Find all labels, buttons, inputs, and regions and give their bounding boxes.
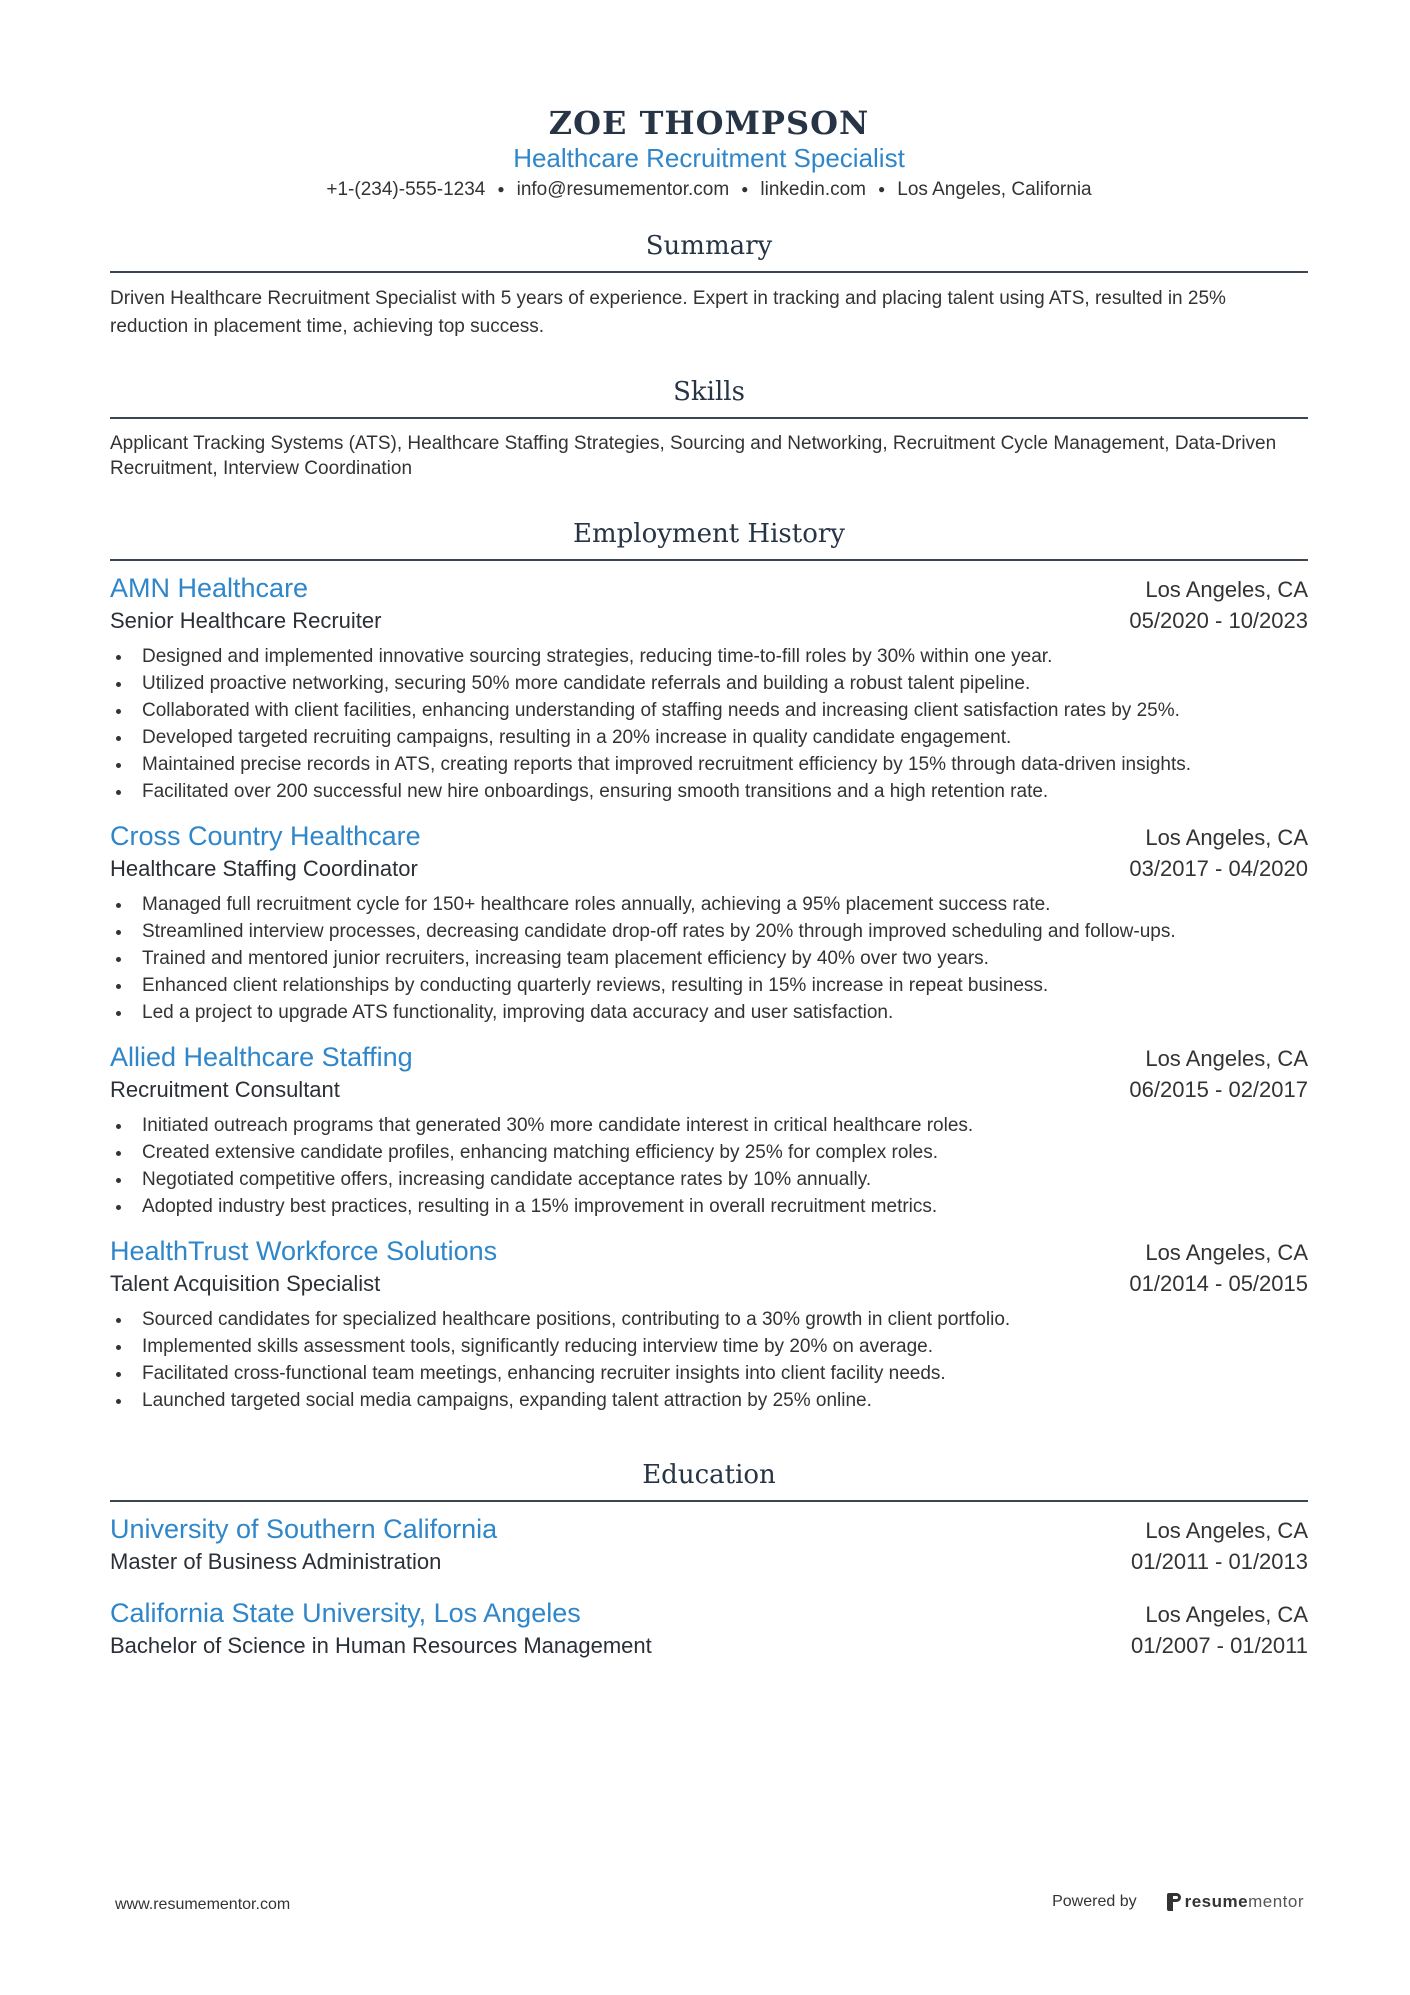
job-bullet: Developed targeted recruiting campaigns, resulting in a 20% increase in quality candidate engagement. [110, 724, 1308, 751]
job-bullet: Created extensive candidate profiles, enhancing matching efficiency by 25% for complex roles. [110, 1139, 1308, 1166]
summary-section [110, 229, 1308, 341]
education-entry [110, 1512, 1308, 1578]
job-dates: 05/2020 - 10/2023 [1129, 608, 1308, 633]
job-role: Talent Acquisition Specialist [110, 1271, 381, 1296]
job-bullet: Utilized proactive networking, securing 50% more candidate referrals and building a robust talent pipeline. [110, 670, 1308, 697]
job-dates: 03/2017 - 04/2020 [1129, 856, 1308, 881]
employment-section [110, 517, 1308, 1414]
skills-section [110, 375, 1308, 481]
job-bullet: Trained and mentored junior recruiters, increasing team placement efficiency by 40% over two years. [110, 945, 1308, 972]
contact-linkedin[interactable]: linkedin.com [760, 179, 867, 200]
contact-line [110, 176, 1308, 203]
job-bullet: Initiated outreach programs that generated 30% more candidate interest in critical healthcare roles. [110, 1112, 1308, 1139]
job-bullet: Enhanced client relationships by conducting quarterly reviews, resulting in 15% increase in repeat business. [110, 972, 1308, 999]
job-dates: 06/2015 - 02/2017 [1129, 1077, 1308, 1102]
job-location: Los Angeles, CA [1145, 1046, 1308, 1071]
job-bullets [110, 1112, 1308, 1220]
job-bullet: Collaborated with client facilities, enhancing understanding of staffing needs and increasing client satisfaction rates by 25%. [110, 697, 1308, 724]
resume-header [110, 104, 1308, 203]
job-role: Senior Healthcare Recruiter [110, 608, 382, 633]
footer-branding [1052, 1892, 1304, 1912]
candidate-name: ZOE THOMPSON [548, 104, 870, 142]
job-company: Cross Country Healthcare [110, 821, 421, 851]
job-entry [110, 1040, 1308, 1220]
job-bullet: Implemented skills assessment tools, significantly reducing interview time by 20% on average. [110, 1333, 1308, 1360]
resumementor-logo-icon [1167, 1893, 1181, 1911]
job-role: Healthcare Staffing Coordinator [110, 856, 418, 881]
job-location: Los Angeles, CA [1145, 577, 1308, 602]
job-location: Los Angeles, CA [1145, 825, 1308, 850]
footer-website[interactable]: www.resumementor.com [115, 1896, 291, 1913]
education-location: Los Angeles, CA [1145, 1518, 1308, 1543]
section-divider [110, 559, 1308, 561]
job-bullets [110, 1306, 1308, 1414]
education-section [110, 1458, 1308, 1662]
education-degree: Bachelor of Science in Human Resources Management [110, 1633, 652, 1658]
job-bullet: Sourced candidates for specialized healthcare positions, contributing to a 30% growth in client portfolio. [110, 1306, 1308, 1333]
education-dates: 01/2011 - 01/2013 [1131, 1549, 1308, 1574]
job-bullet: Adopted industry best practices, resulting in a 15% improvement in overall recruitment metrics. [110, 1193, 1308, 1220]
section-heading-employment: Employment History [573, 519, 845, 549]
job-bullet: Streamlined interview processes, decreasing candidate drop-off rates by 20% through improved scheduling and follow-ups. [110, 918, 1308, 945]
section-divider [110, 417, 1308, 419]
job-entry [110, 819, 1308, 1026]
education-location: Los Angeles, CA [1145, 1602, 1308, 1627]
job-bullet: Launched targeted social media campaigns, expanding talent attraction by 25% online. [110, 1387, 1308, 1414]
job-bullet: Managed full recruitment cycle for 150+ healthcare roles annually, achieving a 95% placement success rate. [110, 891, 1308, 918]
education-school: University of Southern California [110, 1514, 498, 1544]
contact-phone: +1-(234)-555-1234 [326, 179, 486, 200]
skills-text: Applicant Tracking Systems (ATS), Healthcare Staffing Strategies, Sourcing and Networking, Recruitment Cycle Management, Data-Driven Recruitment, Interview Coordination [110, 433, 1277, 479]
job-company: HealthTrust Workforce Solutions [110, 1236, 498, 1266]
job-bullet: Designed and implemented innovative sourcing strategies, reducing time-to-fill roles by 30% within one year. [110, 643, 1308, 670]
contact-location: Los Angeles, California [897, 179, 1092, 200]
brand-light: mentor [1248, 1892, 1304, 1911]
job-company: Allied Healthcare Staffing [110, 1042, 413, 1072]
education-degree: Master of Business Administration [110, 1549, 442, 1574]
job-bullet: Led a project to upgrade ATS functionality, improving data accuracy and user satisfaction. [110, 999, 1308, 1026]
job-entry [110, 1234, 1308, 1414]
section-divider [110, 271, 1308, 273]
education-school: California State University, Los Angeles [110, 1598, 581, 1628]
job-bullet: Facilitated over 200 successful new hire onboardings, ensuring smooth transitions and a high retention rate. [110, 778, 1308, 805]
job-location: Los Angeles, CA [1145, 1240, 1308, 1265]
job-bullet: Facilitated cross-functional team meetings, enhancing recruiter insights into client facility needs. [110, 1360, 1308, 1387]
job-company: AMN Healthcare [110, 573, 309, 603]
bullet-separator: ● [497, 182, 505, 196]
job-dates: 01/2014 - 05/2015 [1129, 1271, 1308, 1296]
brand-wordmark[interactable] [1185, 1892, 1304, 1912]
candidate-title: Healthcare Recruitment Specialist [513, 143, 905, 173]
section-divider [110, 1500, 1308, 1502]
job-bullet: Maintained precise records in ATS, creating reports that improved recruitment efficiency by 15% through data-driven insights. [110, 751, 1308, 778]
resume-page [110, 0, 1308, 1662]
job-bullet: Negotiated competitive offers, increasing candidate acceptance rates by 10% annually. [110, 1166, 1308, 1193]
section-heading-skills: Skills [673, 377, 745, 407]
bullet-separator: ● [878, 182, 886, 196]
education-dates: 01/2007 - 01/2011 [1131, 1633, 1308, 1658]
summary-text: Driven Healthcare Recruitment Specialist with 5 years of experience. Expert in tracking and placing talent using ATS, resulted in 25% reduction in placement time, achieving top success. [110, 288, 1226, 337]
education-entry [110, 1596, 1308, 1662]
section-heading-education: Education [642, 1460, 776, 1490]
job-entry [110, 571, 1308, 805]
powered-by-label: Powered by [1052, 1893, 1137, 1910]
bullet-separator: ● [741, 182, 749, 196]
job-bullets [110, 643, 1308, 805]
job-bullets [110, 891, 1308, 1026]
brand-bold: resume [1184, 1892, 1249, 1911]
section-heading-summary: Summary [645, 231, 773, 261]
contact-email[interactable]: info@resumementor.com [516, 179, 730, 200]
job-role: Recruitment Consultant [110, 1077, 340, 1102]
